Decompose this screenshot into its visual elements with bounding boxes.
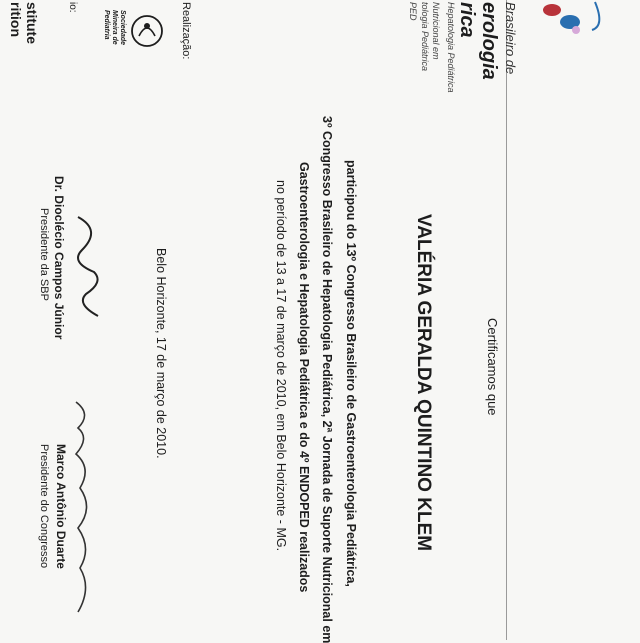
signer-1-name: Dr. Dioclécio Campos Júnior (52, 176, 66, 340)
header-rule (506, 0, 507, 640)
header-fragment-7: PED (408, 2, 418, 21)
body-line-3: Gastroenterologia e Hepatologia Pediátrica e do 4º ENDOPED realizados (297, 162, 311, 593)
place-date: Belo Horizonte, 17 de março de 2010. (154, 248, 168, 459)
top-left-small-label: io: (67, 2, 78, 13)
top-left-fragment-2: rition (8, 2, 24, 37)
header-fragment-6: tologia Pediátrica (420, 2, 430, 72)
certificate-intro: Certificamos que (485, 318, 500, 416)
signature-dioclecio (68, 212, 108, 322)
signer-2-role: Presidente do Congresso (38, 444, 50, 569)
top-left-fragment-1: stitute (24, 2, 40, 44)
congress-logo (520, 0, 620, 40)
sociedade-mineira-logo (130, 14, 164, 48)
header-fragment-3: rica (456, 2, 478, 38)
header-fragment-4: Hepatologia Pediátrica (446, 2, 456, 93)
sociedade-mineira-name: Sociedade Mineira de Pediatria (103, 10, 126, 46)
body-line-2: 3º Congresso Brasileiro de Hepatologia Pediátrica, 2ª Jornada de Suporte Nutricional em (320, 116, 334, 643)
signature-marco (70, 398, 96, 618)
body-line-1: participou do 13º Congresso Brasileiro de Gastroenterologia Pediátrica, (344, 160, 358, 587)
signer-1-role: Presidente da SBP (38, 208, 50, 301)
header-fragment-1: Brasileiro de (503, 2, 518, 75)
body-line-4: no período de 13 a 17 de março de 2010, em Belo Horizonte - MG. (274, 180, 288, 552)
realizacao-label: Realização: (180, 2, 192, 60)
signer-2-name: Marco Antônio Duarte (54, 444, 68, 569)
header-fragment-2: erologia (478, 2, 500, 80)
header-fragment-5: Nutricional em (431, 2, 441, 60)
recipient-name: VALÉRIA GERALDA QUINTINO KLEM (413, 214, 434, 552)
